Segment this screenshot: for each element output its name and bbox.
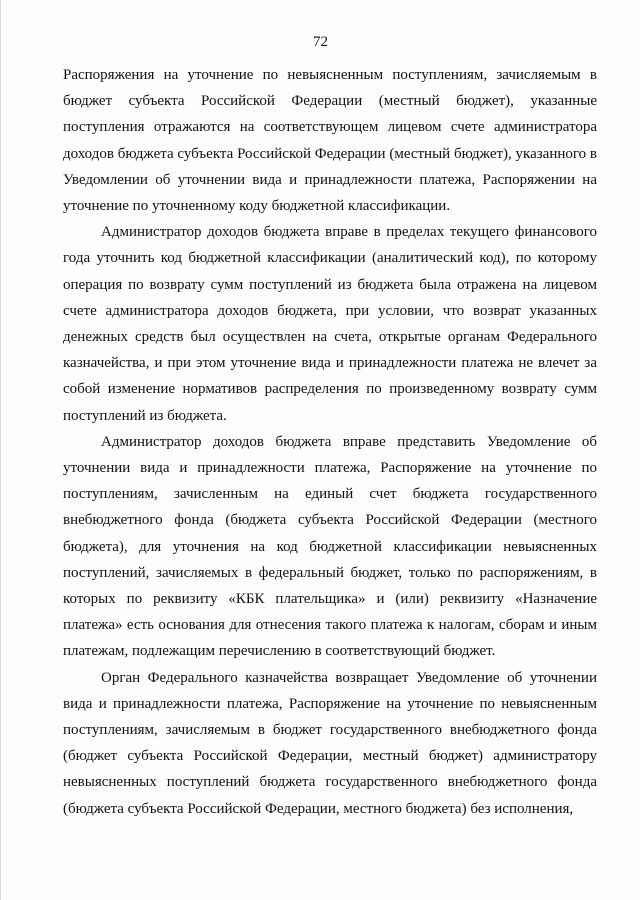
paragraph: Орган Федерального казначейства возвращает Уведомление об уточнении вида и принадлежности платежа, Распоряжение на уточнение по невыясненным поступлениям, зачисляемым в бюджет государственного внебюджетного фонда (бюджет субъекта Российской Федерации, местный бюджет) администратору невыясненных поступлений бюджета государственного внебюджетного фонда (бюджета субъекта Российской Федерации, местного бюджета) без исполнения,: [63, 669, 597, 817]
paragraph-continuation: Распоряжения на уточнение по невыясненным поступлениям, зачисляемым в бюджет субъекта Российской Федерации (местный бюджет), указанные поступления отражаются на соответствующем лицевом счете администратора доходов бюджета субъекта Российской Федерации (местный бюджет), указанного в Уведомлении об уточнении вида и принадлежности платежа, Распоряжении на уточнение по уточненному коду бюджетной классификации.: [63, 67, 597, 215]
paragraph: Администратор доходов бюджета вправе представить Уведомление об уточнении вида и принадлежности платежа, Распоряжение на уточнение по поступлениям, зачисленным на единый счет бюджета государственного внебюджетного фонда (бюджета субъекта Российской Федерации (местного бюджета), для уточнения на код бюджетной классификации невыясненных поступлений, зачисляемых в федеральный бюджет, только по распоряжениям, в которых по реквизиту «КБК плательщика» и (или) реквизиту «Назначение платежа» есть основания для отнесения такого платежа к налогам, сборам и иным платежам, подлежащим перечислению в соответствующий бюджет.: [63, 433, 597, 660]
page-number: 72: [313, 34, 328, 50]
paragraph: Администратор доходов бюджета вправе в пределах текущего финансового года уточнить код бюджетной классификации (аналитический код), по которому операция по возврату сумм поступлений из бюджета была отражена на лицевом счете администратора доходов бюджета, при условии, что возврат указанных денежных средств был осуществлен на счета, открытые органам Федерального казначейства, и при этом уточнение вида и принадлежности платежа не влечет за собой изменение нормативов распределения по произведенному возврату сумм поступлений из бюджета.: [63, 224, 597, 424]
document-body: [63, 62, 597, 822]
